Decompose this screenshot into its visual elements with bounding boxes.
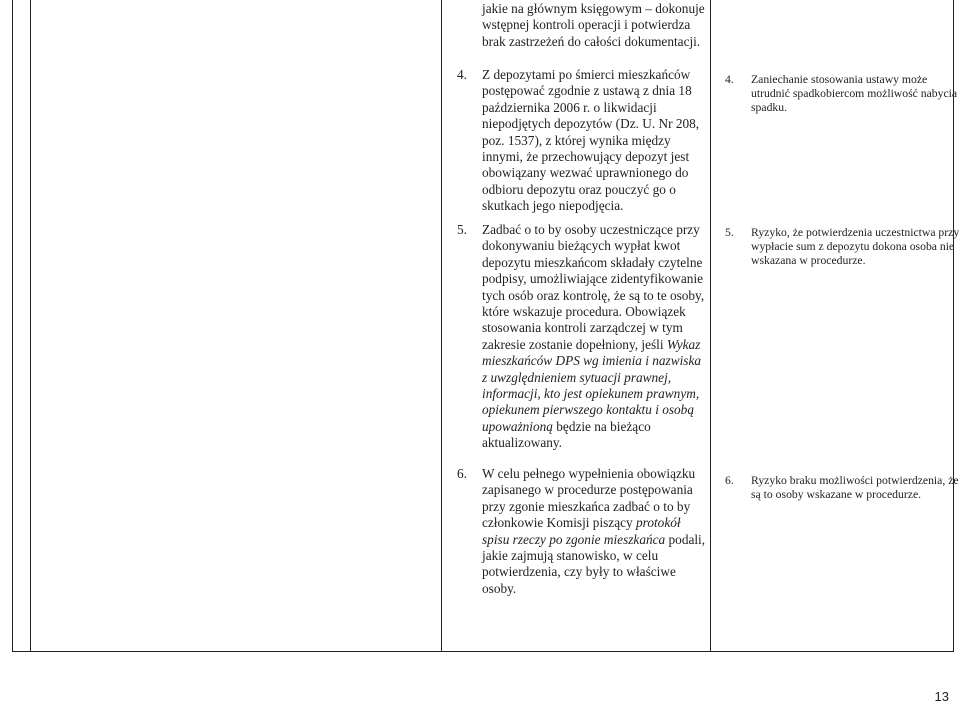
- item-text-italic: Wykaz mieszkańców DPS wg imienia i nazwiska z uwzględnieniem sytuacji prawnej, informacji, kto jest opiekunem prawnym, opiekunem pierwszego kontaktu i osobą upoważnioną: [482, 336, 702, 434]
- recommendation-item-6: [457, 466, 707, 597]
- column-divider-3: [710, 0, 711, 652]
- recommendation-item-5: [457, 222, 707, 452]
- item-number: 5.: [457, 222, 467, 237]
- page-number: 13: [934, 689, 949, 704]
- document-table: [12, 0, 959, 652]
- column-divider-1: [30, 0, 31, 652]
- item-number: 4.: [725, 73, 734, 86]
- item-text: Z depozytami po śmierci mieszkańców postępować zgodnie z ustawą z dnia 18 października 2006 r. o likwidacji niepodjętych depozytów (Dz. U. Nr 208, poz. 1537), z której wynika między innymi, że przechowujący depozyt jest obowiązany wezwać uprawnionego do odbioru depozytu oraz pouczyć go o skutkach jego niepodjęcia.: [482, 67, 700, 214]
- item-number: 6.: [725, 474, 734, 487]
- item-text: Ryzyko braku możliwości potwierdzenia, że są to osoby wskazane w procedurze.: [751, 474, 959, 502]
- item-number: 4.: [457, 67, 467, 82]
- risk-item-6: [725, 474, 959, 502]
- risk-item-4: [725, 73, 959, 116]
- column-divider-2: [441, 0, 442, 652]
- item-number: 6.: [457, 466, 467, 481]
- item-number: 5.: [725, 226, 734, 239]
- risk-item-5: [725, 226, 959, 269]
- item-text-italic: protokół spisu rzeczy po zgonie mieszkańca: [482, 515, 681, 547]
- item-text: Ryzyko, że potwierdzenia uczestnictwa przy wypłacie sum z depozytu dokona osoba nie wskazana w procedurze.: [751, 226, 959, 268]
- item-text: W celu pełnego wypełnienia obowiązku zapisanego w procedurze postępowania przy zgonie mieszkańca zadbać o to by członkowie Komisji piszący protokół spisu rzeczy po zgonie mieszkańca podali, jakie zajmują stanowisko, w celu potwierdzenia, czy były to właściwe osoby.: [482, 466, 706, 596]
- item-text: Zaniechanie stosowania ustawy może utrudnić spadkobiercom możliwość nabycia spadku.: [751, 73, 958, 115]
- recommendation-item-4: [457, 67, 707, 215]
- continuation-text: jakie na głównym księgowym – dokonuje wstępnej kontroli operacji i potwierdza brak zastrzeżeń do całości dokumentacji.: [482, 1, 705, 49]
- item-text: Zadbać o to by osoby uczestniczące przy dokonywaniu bieżących wypłat kwot depozytu mieszkańcom składały czytelne podpisy, umożliwiające zidentyfikowanie tych osób oraz kontrolę, że są to te osoby, które wskazuje procedura. Obowiązek stosowania kontroli zarządczej w tym zakresie zostanie dopełniony, jeśli Wykaz mieszkańców DPS wg imienia i nazwiska z uwzględnieniem sytuacji prawnej, informacji, kto jest opiekunem prawnym, opiekunem pierwszego kontaktu i osobą upoważnioną będzie na bieżąco aktualizowany.: [482, 222, 705, 451]
